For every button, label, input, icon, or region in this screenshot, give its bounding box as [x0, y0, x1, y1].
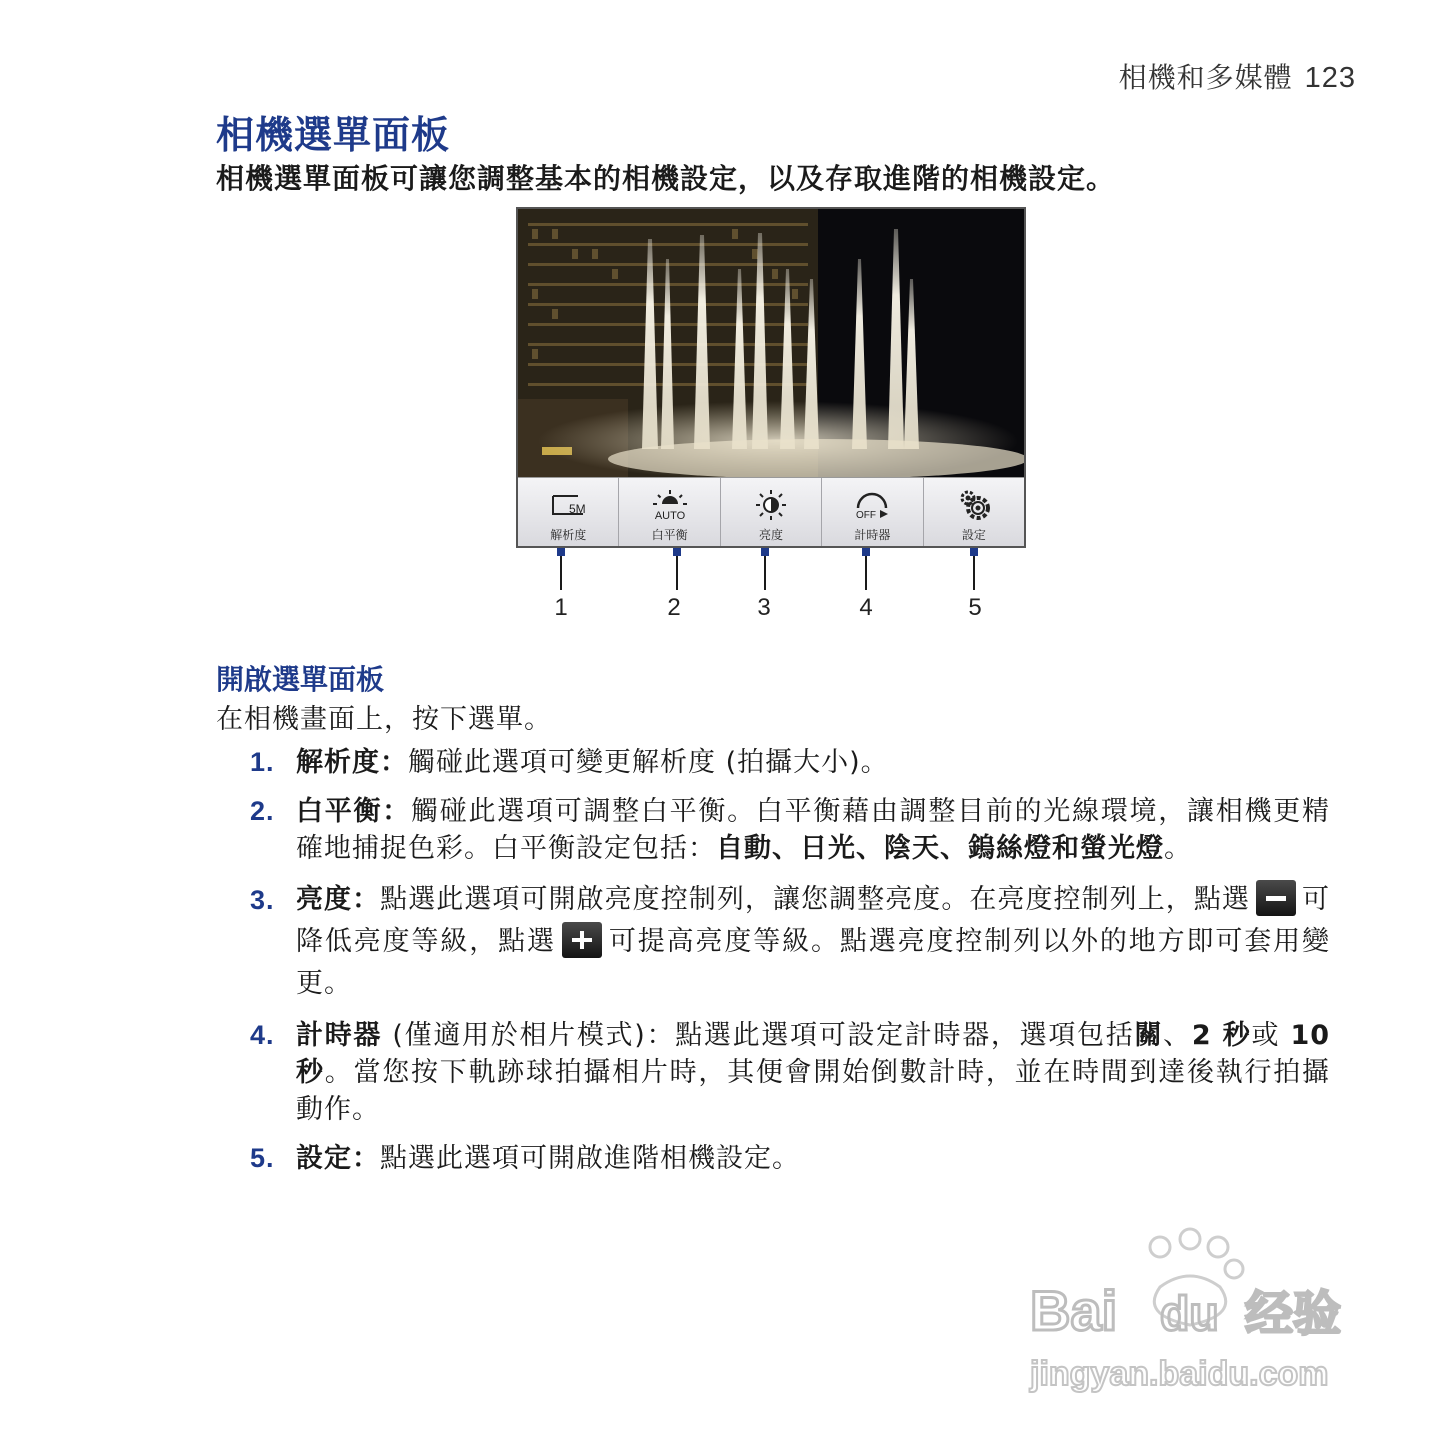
menu-label-resolution: 解析度 [550, 528, 587, 542]
callout-number-3: 3 [757, 594, 771, 621]
item-text: 點選此選項可開啟亮度控制列，讓您調整亮度。在亮度控制列上，點選 [380, 884, 1250, 915]
svg-text:du: du [1160, 1288, 1219, 1341]
item-number: 1. [250, 747, 275, 777]
page-title: 相機選單面板 [216, 113, 451, 157]
list-item [250, 1017, 1330, 1128]
section-heading: 開啟選單面板 [216, 663, 385, 696]
item-text: 觸碰此選項可調整白平衡。白平衡藉由調整目前的光線環境，讓相機更精確地捕捉色彩。白平衡設定包括： [296, 796, 1331, 864]
watermark-url: jingyan.baidu.com [1030, 1355, 1329, 1393]
svg-text:经验: 经验 [1245, 1286, 1342, 1342]
menu-item-timer[interactable] [822, 478, 923, 547]
item-text: 點選此選項可開啟進階相機設定。 [380, 1143, 800, 1174]
callout-number-4: 4 [859, 594, 873, 621]
callout-marker-1 [557, 548, 565, 556]
callout-marker-3 [761, 548, 769, 556]
timer-icon-text: OFF [856, 510, 877, 521]
menu-item-brightness[interactable] [721, 478, 822, 547]
list-item [250, 793, 1330, 867]
item-term: 解析度： [296, 747, 408, 778]
item-text: 觸碰此選項可變更解析度 (拍攝大小)。 [408, 747, 889, 778]
item-options: 自動、日光、陰天、鎢絲燈和螢光燈 [716, 833, 1164, 864]
menu-label-white-balance: 白平衡 [651, 528, 688, 542]
resolution-5m-icon [548, 488, 588, 522]
callout-marker-2 [673, 548, 681, 556]
watermark-brand: Bai [1030, 1279, 1118, 1342]
item-text: 點選此選項可設定計時器，選項包括 [675, 1020, 1135, 1051]
timer-off-icon [852, 488, 892, 522]
plus-button-icon [562, 922, 602, 958]
menu-label-settings: 設定 [961, 528, 986, 542]
item-option-off: 關 [1134, 1020, 1164, 1051]
white-balance-icon-text: AUTO [654, 510, 685, 522]
page-number: 123 [1304, 62, 1356, 94]
resolution-icon-text: 5M [569, 502, 586, 516]
camera-screenshot [516, 207, 1026, 548]
list-item [250, 879, 1330, 1005]
item-or: 或 [1251, 1020, 1291, 1051]
callout-number-2: 2 [667, 594, 681, 621]
item-term: 設定： [296, 1143, 380, 1174]
item-term: 計時器 [296, 1020, 383, 1051]
camera-menu-panel [518, 477, 1024, 547]
callout-marker-5 [970, 548, 978, 556]
brightness-icon [751, 488, 791, 522]
running-head [1119, 56, 1356, 96]
item-number: 4. [250, 1020, 275, 1050]
item-text: 。當您按下軌跡球拍攝相片時，其便會開始倒數計時，並在時間到達後執行拍攝動作。 [296, 1057, 1331, 1125]
settings-gears-icon [954, 488, 994, 522]
menu-options-list [250, 744, 1330, 1177]
item-text-end: 。 [1164, 833, 1192, 864]
menu-label-timer: 計時器 [854, 528, 891, 542]
item-term: 白平衡： [296, 796, 411, 827]
baidu-jingyan-watermark [1010, 1225, 1370, 1395]
intro-paragraph: 相機選單面板可讓您調整基本的相機設定，以及存取進階的相機設定。 [216, 162, 1116, 195]
list-item [250, 1140, 1330, 1177]
white-balance-auto-icon [650, 488, 690, 522]
item-text: 可降低亮度等級，點選 [296, 884, 1331, 957]
fountain-photo [518, 209, 1024, 477]
item-option-10s: 10 秒 [296, 1020, 1331, 1088]
menu-item-white-balance[interactable] [619, 478, 720, 547]
menu-label-brightness: 亮度 [759, 528, 784, 542]
section-lead: 在相機畫面上，按下選單。 [216, 704, 552, 735]
callout-marker-4 [862, 548, 870, 556]
callout-number-5: 5 [968, 594, 982, 621]
item-term: 亮度： [296, 884, 381, 915]
chapter-title: 相機和多媒體 [1118, 61, 1293, 94]
item-number: 5. [250, 1143, 275, 1173]
list-item [250, 744, 1330, 781]
callout-number-1: 1 [554, 594, 568, 621]
item-option-2s: 2 秒 [1191, 1020, 1252, 1051]
item-separator: 、 [1163, 1020, 1192, 1051]
item-number: 3. [250, 885, 275, 915]
item-text: 可提高亮度等級。點選亮度控制列以外的地方即可套用變更。 [296, 926, 1331, 999]
menu-item-resolution[interactable] [518, 478, 619, 547]
item-number: 2. [250, 796, 275, 826]
menu-item-settings[interactable] [924, 478, 1024, 547]
minus-button-icon [1256, 880, 1296, 916]
item-paren: (僅適用於相片模式)： [382, 1020, 676, 1051]
